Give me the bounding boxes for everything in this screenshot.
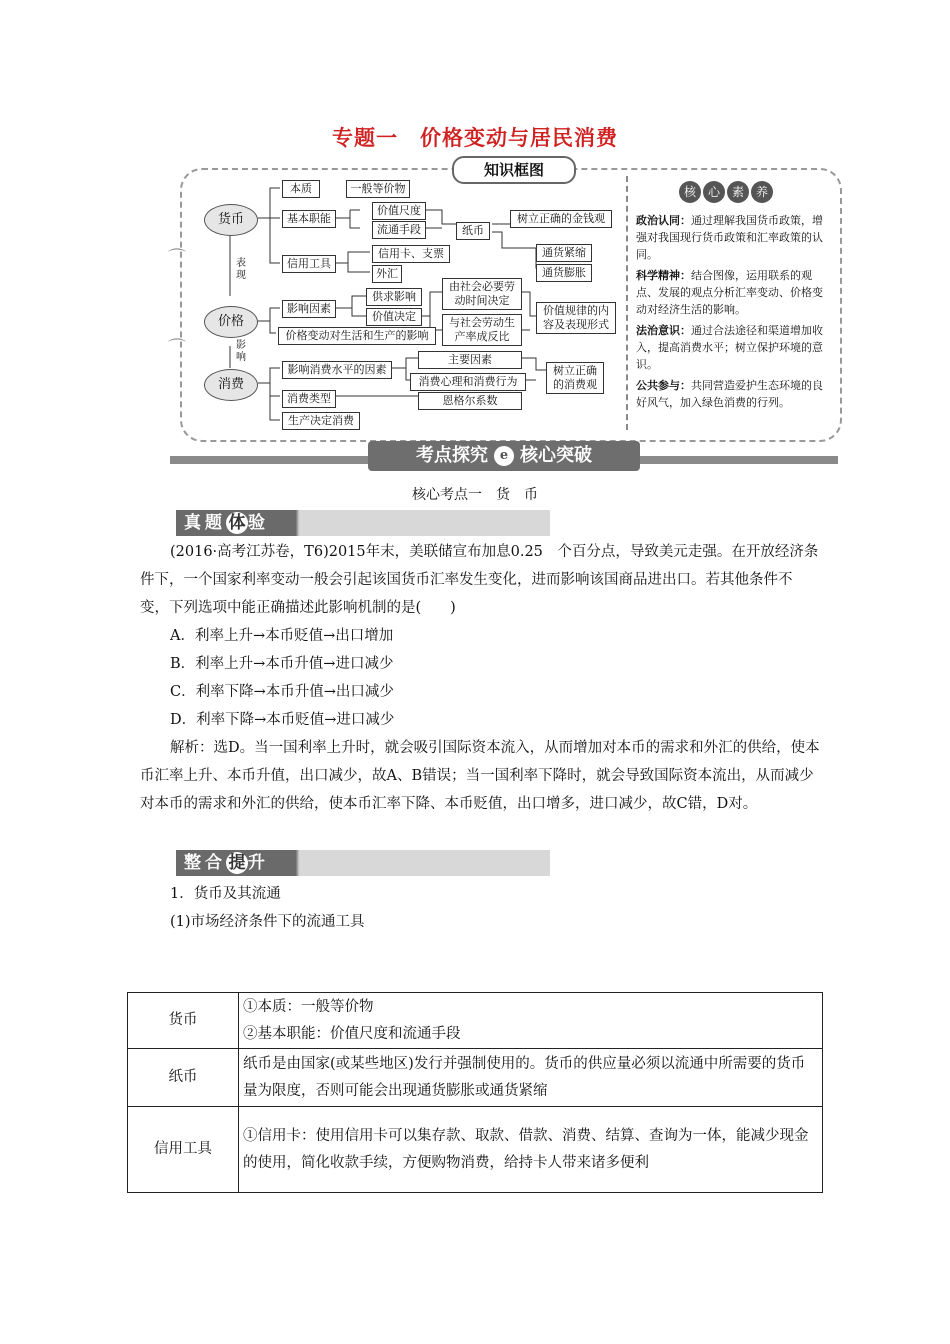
tab-text: 升 — [248, 853, 269, 873]
core-divider — [626, 176, 628, 430]
analysis: 解析：选D。当一国利率上升时，就会吸引国际资本流入，从而增加对本币的需求和外汇的供给，使本币汇率上升、本币升值，出口减少，故A、B错误；当一国利率下降时，就会导致国际资本流出，从而减少对本币的需求和外汇的供给，使本币汇率下降、本币贬值，出口增多，进口减少，故C错，D对。 — [140, 740, 820, 812]
question-stem: (2016·高考江苏卷，T6)2015年末，美联储宣布加息0.25 个百分点，导致美元走强。在开放经济条件下，一个国家利率变动一般会引起该国货币汇率发生变化，进而影响该国商品进出口。若其他条件不变，下列选项中能正确描述此影响机制的是( ) — [140, 544, 819, 616]
node-shulixiaofeiguan: 树立正确的消费观 — [546, 362, 604, 394]
list-item-1: 1．货币及其流通 — [170, 886, 281, 902]
core-label: 公共参与： — [636, 379, 691, 392]
subheading: 核心考点一 货 币 — [412, 487, 538, 503]
tab-text: 验 — [248, 513, 269, 533]
option-a: A．利率上升→本币贬值→出口增加 — [170, 628, 394, 644]
node-xiaofeixinli: 消费心理和消费行为 — [410, 373, 526, 391]
node-waihui: 外汇 — [372, 265, 402, 283]
ring-icon: ⌒ — [168, 248, 186, 269]
node-huobi: 货币 — [204, 204, 258, 236]
label-biaoxian: 表现 — [236, 258, 246, 281]
node-benzhi: 本质 — [282, 180, 320, 198]
core-desc: 结合图像，运用联系的观点、发展的观点分析汇率变动、价格变动对经济生活的影响。 — [636, 269, 823, 316]
node-xiaofeishuiping: 影响消费水平的因素 — [282, 361, 392, 379]
node-shuliqianjinqianguan: 树立正确的金钱观 — [510, 210, 612, 228]
node-engeer: 恩格尔系数 — [418, 392, 522, 410]
list-item-2: (1)市场经济条件下的流通工具 — [170, 914, 365, 930]
core-label: 政治认同： — [636, 214, 691, 227]
node-gongqiu: 供求影响 — [366, 288, 422, 306]
table-row — [128, 1107, 823, 1193]
table-cell — [239, 993, 823, 1049]
core-desc: 通过理解我国货币政策，增强对我国现行货币政策和汇率政策的认同。 — [636, 214, 823, 261]
node-jiagebiandong: 价格变动对生活和生产的影响 — [278, 327, 436, 345]
tab-text: 整合 — [184, 853, 226, 873]
summary-table — [127, 992, 823, 1193]
tab-circle: 提 — [226, 852, 248, 874]
core-title-char: 素 — [727, 181, 749, 203]
node-tonghuopengzhang: 通货膨胀 — [536, 264, 592, 282]
node-zhuyaoyinsu: 主要因素 — [418, 351, 522, 369]
node-xiaofeileixing: 消费类型 — [282, 390, 336, 408]
node-dengjiawu: 一般等价物 — [346, 180, 410, 198]
core-text — [636, 212, 826, 415]
core-label: 科学精神： — [636, 269, 691, 282]
question-block — [140, 538, 820, 818]
node-jiazhiguilv: 价值规律的内容及表现形式 — [536, 302, 616, 334]
cell-line: ①本质：一般等价物 — [243, 998, 374, 1015]
core-title — [656, 181, 796, 203]
node-tonghuojinsuo: 通货紧缩 — [536, 244, 592, 262]
option-b: B．利率上升→本币升值→进口减少 — [170, 656, 394, 672]
e-icon: e — [494, 446, 514, 466]
ring-icon: ⌒ — [168, 338, 186, 359]
cell-line: ②基本职能：价值尺度和流通手段 — [243, 1025, 461, 1042]
list-block — [140, 880, 820, 936]
label-yingxiang: 影响 — [236, 340, 246, 363]
node-xiaofei: 消费 — [204, 369, 258, 401]
table-row — [128, 993, 823, 1049]
section-tab-zhenti — [176, 510, 550, 536]
node-xinyonggongju: 信用工具 — [282, 255, 336, 273]
core-desc: 通过合法途径和渠道增加收入，提高消费水平；树立保护环境的意识。 — [636, 324, 823, 371]
node-liutongshouduan: 流通手段 — [372, 221, 426, 239]
node-shehuibiyao: 由社会必要劳动时间决定 — [442, 278, 522, 310]
option-d: D．利率下降→本币贬值→进口减少 — [170, 712, 395, 728]
banner-left: 考点探究 — [416, 445, 488, 466]
core-title-char: 心 — [703, 181, 725, 203]
core-desc: 共同营造爱护生态环境的良好风气，加入绿色消费的行列。 — [636, 379, 823, 409]
node-xinyongka: 信用卡、支票 — [372, 245, 450, 263]
node-jiazhijueding: 价值决定 — [366, 308, 422, 326]
option-c: C．利率下降→本币升值→出口减少 — [170, 684, 394, 700]
tab-circle: 体 — [226, 512, 248, 534]
table-row — [128, 1049, 823, 1107]
table-cell: 纸币是由国家(或某些地区)发行并强制使用的。货币的供应量必须以流通中所需要的货币量为限度，否则可能会出现通货膨胀或通货紧缩 — [239, 1049, 823, 1107]
node-yingxiangyinsu: 影响因素 — [282, 300, 336, 318]
table-head: 纸币 — [128, 1049, 239, 1107]
core-label: 法治意识： — [636, 324, 691, 337]
core-title-char: 养 — [751, 181, 773, 203]
table-head: 信用工具 — [128, 1107, 239, 1193]
page-title: 专题一 价格变动与居民消费 — [332, 125, 618, 150]
node-jiazhichidu: 价值尺度 — [372, 202, 426, 220]
section-tab-zhenghe — [176, 850, 550, 876]
table-head: 货币 — [128, 993, 239, 1049]
core-title-char: 核 — [679, 181, 701, 203]
node-zhibi: 纸币 — [456, 222, 490, 240]
node-shengchanjueding: 生产决定消费 — [282, 412, 360, 430]
node-jiage: 价格 — [204, 306, 258, 338]
node-jibenzhineng: 基本职能 — [282, 210, 336, 228]
banner-right: 核心突破 — [520, 445, 592, 466]
banner-label — [368, 441, 640, 471]
node-laodongsheng: 与社会劳动生产率成反比 — [442, 314, 522, 346]
table-cell: ①信用卡：使用信用卡可以集存款、取款、借款、消费、结算、查询为一体，能减少现金的使用，简化收款手续，方便购物消费，给持卡人带来诸多便利 — [239, 1107, 823, 1193]
framework-title: 知识框图 — [452, 156, 576, 184]
tab-text: 真题 — [184, 513, 226, 533]
